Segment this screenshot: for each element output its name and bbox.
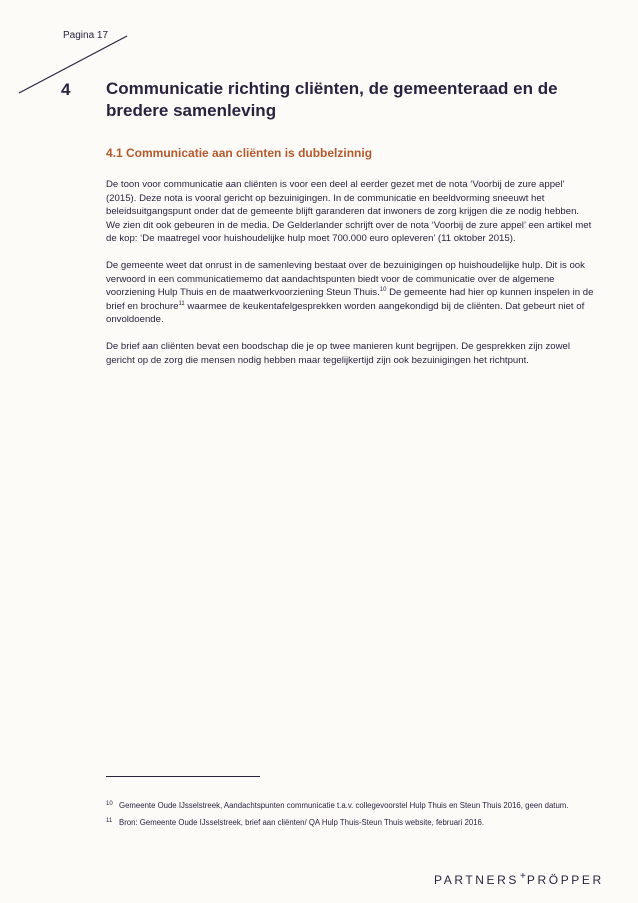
- paragraph-2: [106, 259, 594, 327]
- paragraph-1: De toon voor communicatie aan cliënten is voor een deel al eerder gezet met de nota ‘Voorbij de zure appel’ (2015). Deze nota is vooral gericht op bezuinigingen. In de communicatie en beeldvorming sneeuwt het beleidsuitgangspunt onder dat de gemeente blijft garanderen dat inwoners de zorg krijgen die ze nodig hebben. We zien dit ook gebeuren in de media. De Gelderlander schrijft over de nota ‘Voorbij de zure appel’ een artikel met de kop: ‘De maatregel voor huishoudelijke hulp moet 700.000 euro opleveren’ (11 oktober 2015).: [106, 179, 592, 244]
- footnote: [106, 817, 594, 830]
- page-number-label: Pagina 17: [63, 30, 109, 41]
- logo-left: PARTNERS: [434, 873, 520, 887]
- footnote-separator: [106, 776, 260, 777]
- partners-propper-logo: [434, 873, 604, 887]
- chapter-number: 4: [61, 80, 71, 99]
- paragraph-2-part-c: waarmee de keukentafelgesprekken worden aangekondigd bij de cliënten. Dat gebeurt niet of onvoldoende.: [106, 300, 585, 325]
- logo-right: PRÖPPER: [526, 873, 604, 887]
- footnote-ref-11: 11: [178, 300, 185, 307]
- paragraph-3: De brief aan cliënten bevat een boodschap die je op twee manieren kunt begrijpen. De gesprekken zijn zowel gericht op de zorg die mensen nodig hebben maar tegelijkertijd zijn ook bezuinigingen het richtpunt.: [106, 341, 570, 366]
- footnote: [106, 800, 594, 813]
- section-title: 4.1 Communicatie aan cliënten is dubbelzinnig: [106, 146, 373, 160]
- paragraph-2-part-a: De gemeente weet dat onrust in de samenleving bestaat over de bezuinigingen op huishoudelijke hulp. Dit is ook verwoord in een communicatiememo dat aandachtspunten biedt voor de communicatie over de algemene voorziening Hulp Thuis en de maatwerkvoorziening Steun Thuis.: [106, 260, 585, 298]
- paragraph-2-part-b: De gemeente had hier op kunnen inspelen in de brief en brochure: [106, 287, 594, 312]
- footnote-number: 10: [106, 801, 113, 807]
- footnote-ref-10: 10: [379, 286, 387, 293]
- footnote-number: 11: [106, 817, 113, 824]
- chapter-title: Communicatie richting cliënten, de gemeenteraad en de bredere samenleving: [106, 79, 558, 120]
- footnote-text: Bron: Gemeente Oude IJsselstreek, brief aan cliënten/ QA Hulp Thuis-Steun Thuis website, februari 2016.: [119, 817, 485, 827]
- logo-plus: +: [520, 871, 526, 882]
- body-text: [106, 178, 594, 381]
- footnote-text: Gemeente Oude IJsselstreek, Aandachtspunten communicatie t.a.v. collegevoorstel Hulp Thuis en Steun Thuis 2016, geen datum.: [119, 801, 569, 810]
- footnotes: [106, 800, 594, 833]
